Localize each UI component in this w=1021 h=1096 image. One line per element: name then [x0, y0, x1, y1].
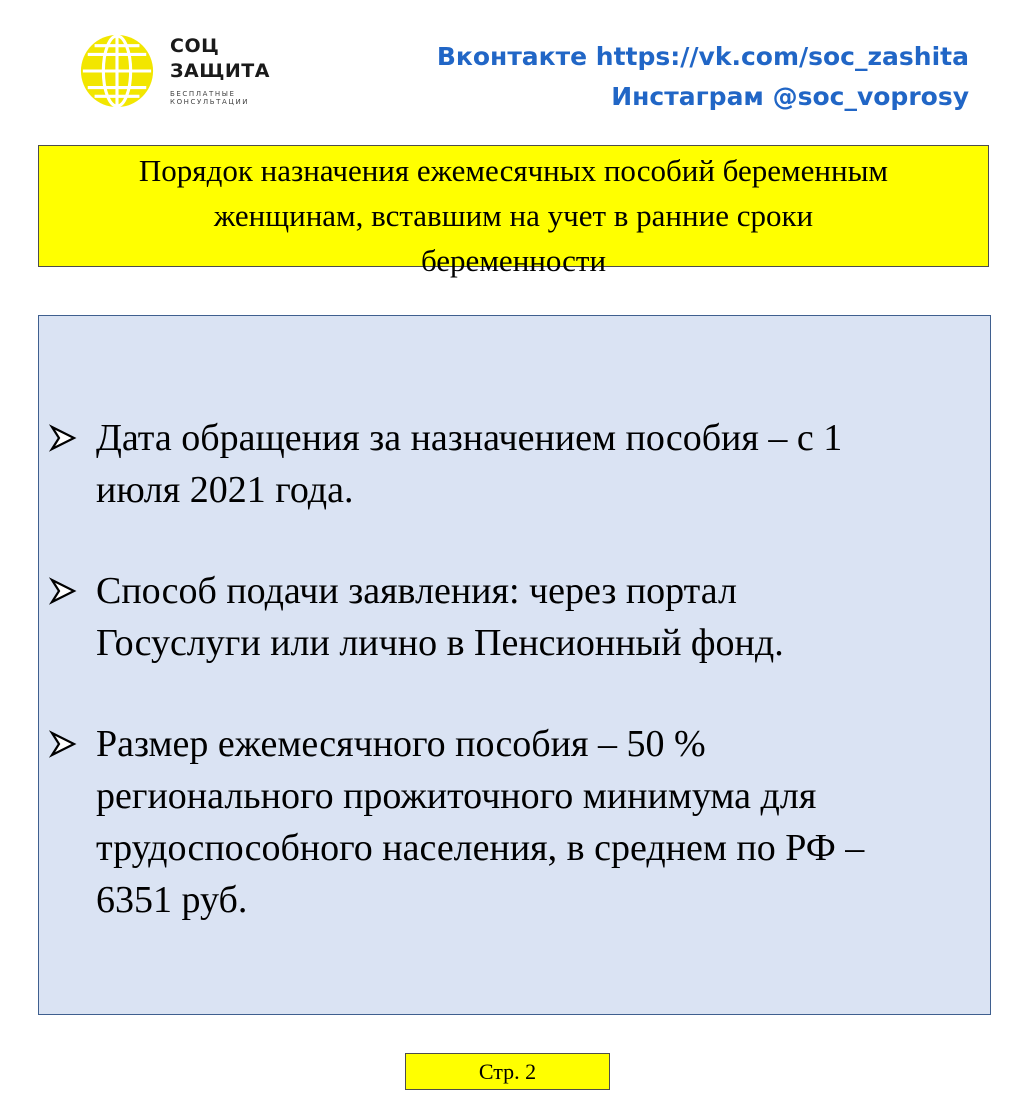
title-line: женщинам, вставшим на учет в ранние сроки	[213, 198, 814, 233]
title-line: Порядок назначения ежемесячных пособий беременным	[138, 153, 889, 188]
vk-link[interactable]: Вконтакте https://vk.com/soc_zashita	[436, 42, 969, 71]
list-item	[39, 718, 990, 926]
content-panel	[38, 315, 991, 1015]
list-item-text: 6351 руб.	[96, 879, 248, 921]
social-links	[437, 37, 969, 117]
arrow-bullet-icon	[49, 730, 77, 758]
logo-subtitle: БЕСПЛАТНЫЕ КОНСУЛЬТАЦИИ	[170, 90, 250, 106]
bullet-list	[39, 412, 990, 975]
title-line: беременности	[420, 243, 607, 278]
logo-title-line1: СОЦ	[170, 35, 220, 57]
arrow-bullet-icon	[49, 424, 77, 452]
list-item-text: трудоспособного населения, в среднем по РФ –	[96, 827, 865, 869]
logo-text	[170, 34, 275, 106]
page-number: Стр. 2	[405, 1053, 610, 1090]
page-title	[38, 145, 989, 278]
instagram-link[interactable]: Инстаграм @soc_voprosy	[611, 82, 969, 111]
list-item-text: Госуслуги или лично в Пенсионный фонд.	[96, 622, 784, 664]
list-item-text: Размер ежемесячного пособия – 50 %	[96, 723, 706, 765]
list-item	[39, 565, 990, 669]
logo-title-line2: ЗАЩИТА	[170, 60, 270, 82]
arrow-bullet-icon	[49, 577, 77, 605]
list-item	[39, 412, 990, 516]
list-item-text: Способ подачи заявления: через портал	[96, 570, 737, 612]
list-item-text: июля 2021 года.	[96, 469, 354, 511]
list-item-text: Дата обращения за назначением пособия – с 1	[96, 417, 843, 459]
logo	[78, 30, 288, 114]
globe-icon	[78, 32, 156, 110]
list-item-text: регионального прожиточного минимума для	[96, 775, 817, 817]
